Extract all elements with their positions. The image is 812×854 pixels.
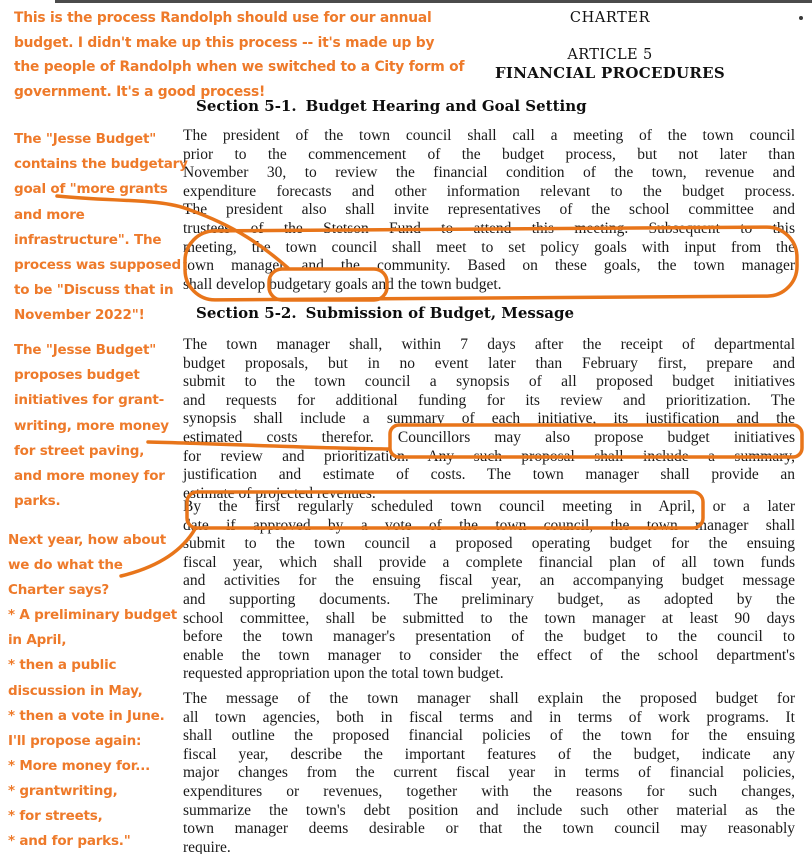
handwritten-note-budgetary-goal xyxy=(14,127,188,329)
text-line: * grantwriting, xyxy=(8,782,118,799)
text-line: submit to the town council a proposed operating budget for the ensuing xyxy=(183,535,795,553)
text-line: estimate of projected revenues. xyxy=(183,484,376,502)
text-line: The message of the town manager shall explain the proposed budget for xyxy=(183,690,795,707)
text-line: town manager and the community. Based on these goals, the town manager xyxy=(183,257,795,275)
text-line: summarize the town's debt position and include such other material as the xyxy=(183,801,795,819)
text-line: government. It's a good process! xyxy=(14,83,266,100)
section-5-2-number: Section 5-2. xyxy=(196,304,297,322)
text-line: all town agencies, both in fiscal terms and in terms of work programs. It xyxy=(183,708,795,726)
text-line: The president of the town council shall call a meeting of the town council xyxy=(183,127,795,144)
text-line: process was supposed xyxy=(14,257,181,274)
text-line: trustees of the Stetson Fund to attend this meeting. Subsequent to this xyxy=(183,219,795,237)
text-line: and more money for xyxy=(14,468,165,485)
text-line: writing, more money xyxy=(14,417,169,434)
handwritten-note-initiatives xyxy=(14,338,169,514)
text-line: in April, xyxy=(8,632,67,649)
text-line: * for streets, xyxy=(8,808,103,825)
section-5-2-heading xyxy=(196,304,796,322)
text-line: November 2022"! xyxy=(14,307,145,324)
text-line: initiatives for grant- xyxy=(14,392,165,409)
article-title: FINANCIAL PROCEDURES xyxy=(494,64,726,82)
text-line: school committee, shall be submitted to the town manager at least 90 days xyxy=(183,609,795,627)
text-line: town manager deems desirable or that the town council may reasonably xyxy=(183,820,795,838)
paragraph-budget-message xyxy=(183,690,795,854)
text-line: we do what the xyxy=(8,557,123,574)
text-line: shall outline the proposed financial policies of the town for the ensuing xyxy=(183,727,795,745)
text-line: for street paving, xyxy=(14,442,145,459)
text-line: synopsis shall include a summary of each initiative, its justification and the xyxy=(183,410,795,428)
text-line: and more xyxy=(14,206,85,223)
text-line: shall develop budgetary goals and the town budget. xyxy=(183,275,502,293)
text-line: expenditure forecasts and other information relevant to the budget process. xyxy=(183,182,795,200)
text-line: submit to the town council a synopsis of all proposed budget initiatives xyxy=(183,373,795,391)
text-line: justification and estimate of costs. The town manager shall provide an xyxy=(183,466,795,484)
text-line: Next year, how about xyxy=(8,532,167,548)
text-line: I'll propose again: xyxy=(8,732,142,749)
text-line: and requests for additional funding for its review and prioritization. The xyxy=(183,391,795,409)
section-5-1-title: Budget Hearing and Goal Setting xyxy=(305,97,587,115)
text-line: expenditures or revenues, together with the reasons for such changes, xyxy=(183,782,795,800)
section-5-2-title: Submission of Budget, Message xyxy=(305,304,575,322)
text-line: before the town manager's presentation of the budget to the council to xyxy=(183,628,795,646)
text-line: goal of "more grants xyxy=(14,181,168,198)
text-line: infrastructure". The xyxy=(14,231,162,248)
text-line: * and for parks." xyxy=(8,833,131,850)
article-number: ARTICLE 5 xyxy=(567,47,653,63)
text-line: requested appropriation upon the total town budget. xyxy=(183,665,504,683)
text-line: The town manager shall, within 7 days after the receipt of departmental xyxy=(183,336,795,353)
text-line: * then a vote in June. xyxy=(8,707,165,724)
handwritten-note-top xyxy=(14,6,464,104)
text-line: prior to the commencement of the budget process, but not later than xyxy=(183,145,795,163)
text-line: By the first regularly scheduled town council meeting in April, or a later xyxy=(183,498,795,515)
page-top-border xyxy=(55,0,812,3)
text-line: contains the budgetary xyxy=(14,156,188,173)
text-line: for review and prioritization. Any such proposal shall include a summary, xyxy=(183,447,795,465)
text-line: and supporting documents. The preliminary budget, as adopted by the xyxy=(183,590,795,608)
text-line: November 30, to review the financial condition of the town, revenue and xyxy=(183,164,795,182)
text-line: Charter says? xyxy=(8,582,110,599)
text-line: fiscal year, which shall provide a complete financial plan of all town funds xyxy=(183,553,795,571)
paragraph-budget-hearing xyxy=(183,127,795,294)
text-line: budget. I didn't make up this process -- it's made up by xyxy=(14,34,435,51)
paragraph-budget-synopsis xyxy=(183,336,795,503)
text-line: estimated costs therefor. Councillors may also propose budget initiatives xyxy=(183,428,795,446)
paragraph-operating-budget xyxy=(183,498,795,684)
text-line: This is the process Randolph should use for our annual xyxy=(14,10,432,26)
text-line: major changes from the current fiscal year in terms of financial policies, xyxy=(183,764,795,782)
text-line: to be "Discuss that in xyxy=(14,282,174,299)
section-5-1-number: Section 5-1. xyxy=(196,97,297,115)
text-line: The "Jesse Budget" xyxy=(14,342,157,358)
charter-title: CHARTER xyxy=(569,10,651,26)
stray-dot xyxy=(799,16,803,20)
text-line: fiscal year, describe the important features of the budget, indicate any xyxy=(183,745,795,763)
text-line: * More money for... xyxy=(8,757,151,774)
text-line: enable the town manager to consider the effect of the school department's xyxy=(183,646,795,664)
text-line: the people of Randolph when we switched to a City form of xyxy=(14,59,465,76)
text-line: meeting, the town council shall meet to set policy goals with input from the xyxy=(183,238,795,256)
text-line: and activities for the ensuing fiscal year, an accompanying budget message xyxy=(183,572,795,590)
text-line: discussion in May, xyxy=(8,682,143,699)
text-line: * then a public xyxy=(8,657,117,674)
text-line: require. xyxy=(183,838,231,854)
text-line: The "Jesse Budget" xyxy=(14,131,157,147)
document-header xyxy=(425,10,795,82)
text-line: budget proposals, but in no event later than February first, prepare and xyxy=(183,354,795,372)
handwritten-note-next-year xyxy=(8,528,177,854)
text-line: parks. xyxy=(14,493,61,510)
text-line: * A preliminary budget xyxy=(8,607,178,624)
text-line: date if approved by a vote of the town council, the town manager shall xyxy=(183,516,795,534)
text-line: proposes budget xyxy=(14,367,140,384)
text-line: The president also shall invite representatives of the school committee and xyxy=(183,201,795,219)
